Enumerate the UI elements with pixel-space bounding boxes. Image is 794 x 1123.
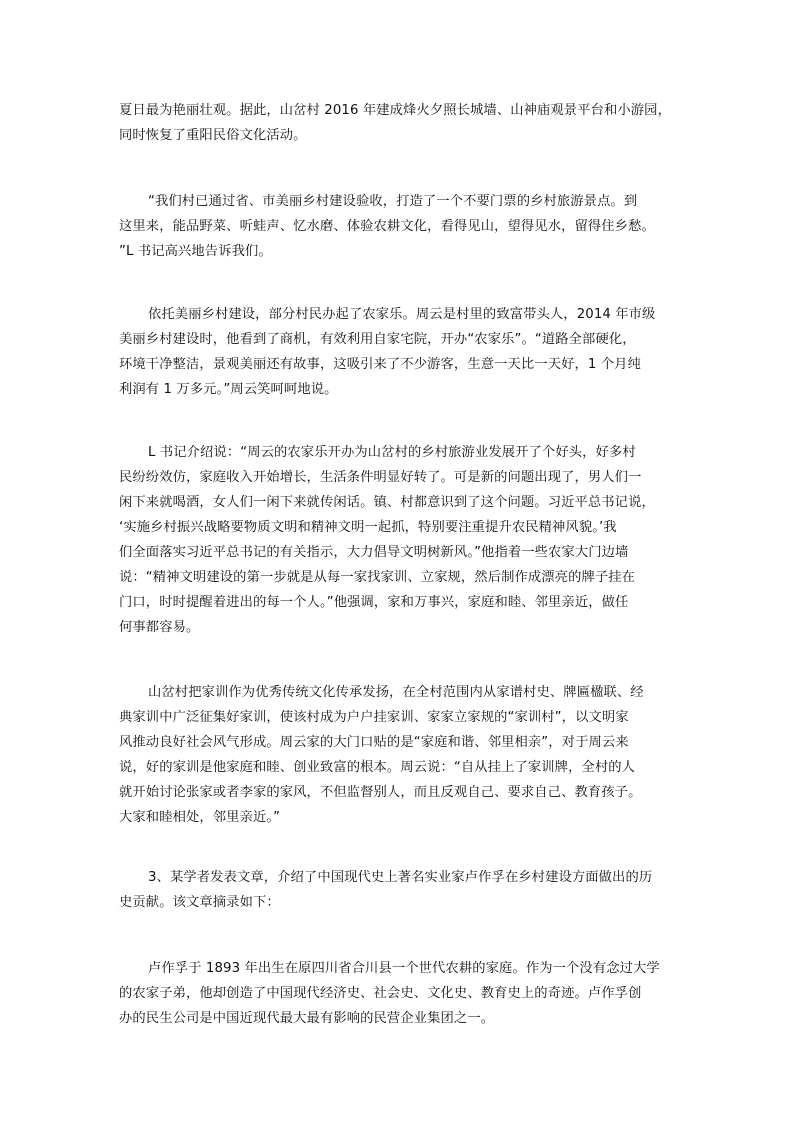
text-line: ‘实施乡村振兴战略要物质文明和精神文明一起抓，特别要注重提升农民精神风貌。’我 bbox=[119, 520, 617, 535]
paragraph-3 bbox=[119, 302, 679, 402]
text-line: 办的民生公司是中国近现代最大最有影响的民营企业集团之一。 bbox=[119, 1011, 495, 1026]
paragraph-6 bbox=[119, 865, 679, 915]
text-line: 这里来，能品野菜、听蛙声、忆水磨、体验农耕文化，看得见山，望得见水，留得住乡愁。 bbox=[119, 219, 655, 234]
paragraph-4 bbox=[119, 440, 679, 640]
text-line: 风推动良好社会风气形成。周云家的大门口贴的是“家庭和谐、邻里相亲”，对于周云来 bbox=[119, 735, 629, 750]
text-line: 环境干净整洁，景观美丽还有故事，这吸引来了不少游客，生意一天比一天好，1 个月纯 bbox=[119, 357, 641, 372]
text-line: 依托美丽乡村建设，部分村民办起了农家乐。周云是村里的致富带头人，2014 年市级 bbox=[148, 307, 656, 322]
text-line: L 书记介绍说：“周云的农家乐开办为山岔村的乡村旅游业发展开了个好头，好多村 bbox=[148, 445, 636, 460]
text-line: ”L 书记高兴地告诉我们。 bbox=[119, 244, 272, 259]
text-line: “我们村已通过省、市美丽乡村建设验收，打造了一个不要门票的乡村旅游景点。到 bbox=[148, 194, 638, 209]
text-line: 史贡献。该文章摘录如下： bbox=[119, 895, 280, 910]
text-line: 同时恢复了重阳民俗文化活动。 bbox=[119, 128, 307, 143]
text-line: 夏日最为艳丽壮观。据此，山岔村 2016 年建成烽火夕照长城墙、山神庙观景平台和小游园， bbox=[119, 103, 671, 118]
text-line: 就开始讨论张家或者李家的家风，不但监督别人，而且反观自己、要求自己、教育孩子。 bbox=[119, 785, 642, 800]
text-line: 何事都容易。 bbox=[119, 620, 200, 635]
text-line: 的农家子弟，他却创造了中国现代经济史、社会史、文化史、教育史上的奇迹。卢作孚创 bbox=[119, 986, 642, 1001]
text-line: 门口，时时提醒着进出的每一个人。”他强调，家和万事兴，家庭和睦、邻里亲近，做任 bbox=[119, 595, 629, 610]
text-line: 们全面落实习近平总书记的有关指示，大力倡导文明树新风。”他指着一些农家大门边墙 bbox=[119, 545, 629, 560]
text-line: 山岔村把家训作为优秀传统文化传承发扬，在全村范围内从家谱村史、牌匾楹联、经 bbox=[148, 685, 644, 700]
paragraph-2 bbox=[119, 189, 679, 264]
paragraph-7 bbox=[119, 956, 679, 1031]
text-line: 利润有 1 万多元。”周云笑呵呵地说。 bbox=[119, 382, 338, 397]
text-line: 美丽乡村建设时，他看到了商机，有效利用自家宅院，开办“农家乐”。“道路全部硬化， bbox=[119, 332, 636, 347]
text-line: 3、某学者发表文章，介绍了中国现代史上著名实业家卢作孚在乡村建设方面做出的历 bbox=[148, 870, 653, 885]
paragraph-5 bbox=[119, 680, 679, 830]
paragraph-1 bbox=[119, 98, 679, 148]
text-line: 民纷纷效仿，家庭收入开始增长，生活条件明显好转了。可是新的问题出现了，男人们一 bbox=[119, 470, 642, 485]
text-line: 闲下来就喝酒，女人们一闲下来就传闲话。镇、村都意识到了这个问题。习近平总书记说， bbox=[119, 495, 655, 510]
text-line: 说，好的家训是他家庭和睦、创业致富的根本。周云说：“自从挂上了家训牌，全村的人 bbox=[119, 760, 636, 775]
text-line: 说：“精神文明建设的第一步就是从每一家找家训、立家规，然后制作成漂亮的牌子挂在 bbox=[119, 570, 636, 585]
text-line: 典家训中广泛征集好家训，使该村成为户户挂家训、家家立家规的“家训村”，以文明家 bbox=[119, 710, 629, 725]
text-line: 大家和睦相处，邻里亲近。” bbox=[119, 810, 281, 825]
text-line: 卢作孚于 1893 年出生在原四川省合川县一个世代农耕的家庭。作为一个没有念过大学 bbox=[148, 961, 660, 976]
